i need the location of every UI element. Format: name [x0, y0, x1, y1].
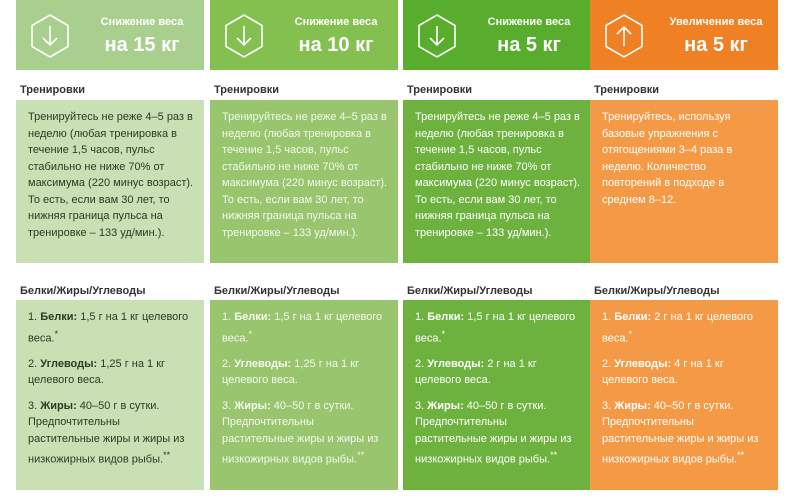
training-text: Тренируйтесь не реже 4–5 раз в неделю (любая тренировка в течение 1,5 часов, пульс стабильно не ниже 70% от максимума (220 минус возраст). То есть, если вам 30 лет, то нижняя граница пульса на тренировке – 133 уд/мин.). [415, 111, 581, 239]
training-text: Тренируйтесь, используя базовые упражнения с отягощениями 3–4 раза в неделю. Количество повторений в подходе в среднем 8–12. [602, 111, 733, 206]
header-title: Снижение веса [294, 16, 378, 28]
training-box [403, 100, 591, 263]
training-box [210, 100, 398, 263]
header-value: на 5 кг [497, 34, 561, 56]
bju-box [210, 300, 398, 490]
bju-box [590, 300, 778, 490]
training-box [590, 100, 778, 263]
bju-item-fats: 3. Жиры: 40–50 г в сутки. Предпочтительны растительные жиры и жиры из низкожирных видов рыбы.** [222, 399, 379, 466]
bju-item-carbs: 2. Углеводы: 2 г на 1 кг целевого веса. [415, 357, 537, 387]
training-label: Тренировки [407, 84, 473, 96]
bju-box [403, 300, 591, 490]
training-text: Тренируйтесь не реже 4–5 раз в неделю (любая тренировка в течение 1,5 часов, пульс стабильно не ниже 70% от максимума (220 минус возраст). То есть, если вам 30 лет, то нижняя граница пульса на тренировке – 133 уд/мин.). [222, 111, 388, 239]
bju-label: Белки/Жиры/Углеводы [594, 285, 720, 297]
arrow-down-icon [30, 14, 70, 58]
bju-item-carbs: 2. Углеводы: 1,25 г на 1 кг целевого веса. [28, 357, 166, 387]
header-title: Снижение веса [487, 16, 571, 28]
arrow-down-icon [224, 14, 264, 58]
bju-label: Белки/Жиры/Углеводы [20, 285, 146, 297]
bju-item-protein: 1. Белки: 1,5 г на 1 кг целевого веса.* [415, 311, 576, 345]
column-header [403, 0, 591, 70]
header-title: Снижение веса [100, 16, 184, 28]
training-box [16, 100, 204, 263]
arrow-down-icon [417, 14, 457, 58]
plan-column-4 [590, 0, 778, 466]
bju-label: Белки/Жиры/Углеводы [214, 285, 340, 297]
bju-item-fats: 3. Жиры: 40–50 г в сутки. Предпочтительны растительные жиры и жиры из низкожирных видов рыбы.** [415, 399, 572, 466]
bju-label: Белки/Жиры/Углеводы [407, 285, 533, 297]
training-label: Тренировки [214, 84, 280, 96]
training-label: Тренировки [594, 84, 660, 96]
plan-column-3 [403, 0, 591, 466]
header-value: на 10 кг [298, 34, 374, 56]
bju-item-protein: 1. Белки: 1,5 г на 1 кг целевого веса.* [222, 311, 383, 345]
header-value: на 5 кг [684, 34, 748, 56]
training-text: Тренируйтесь не реже 4–5 раз в неделю (любая тренировка в течение 1,5 часов, пульс стабильно не ниже 70% от максимума (220 минус возраст). То есть, если вам 30 лет, то нижняя граница пульса на тренировке – 133 уд/мин.). [28, 111, 194, 239]
header-title: Увеличение веса [669, 16, 763, 28]
column-header [590, 0, 778, 70]
arrow-up-icon [604, 14, 644, 58]
header-value: на 15 кг [104, 34, 180, 56]
plan-column-1 [16, 0, 204, 466]
bju-item-carbs: 2. Углеводы: 1,25 г на 1 кг целевого веса. [222, 357, 360, 387]
column-header [16, 0, 204, 70]
bju-item-carbs: 2. Углеводы: 4 г на 1 кг целевого веса. [602, 357, 724, 387]
column-header [210, 0, 398, 70]
bju-item-protein: 1. Белки: 1,5 г на 1 кг целевого веса.* [28, 311, 189, 345]
bju-item-fats: 3. Жиры: 40–50 г в сутки. Предпочтительны растительные жиры и жиры из низкожирных видов рыбы.** [602, 399, 759, 466]
bju-item-fats: 3. Жиры: 40–50 г в сутки. Предпочтительны растительные жиры и жиры из низкожирных видов рыбы.** [28, 399, 185, 466]
bju-item-protein: 1. Белки: 2 г на 1 кг целевого веса.* [602, 311, 753, 345]
training-label: Тренировки [20, 84, 86, 96]
bju-box [16, 300, 204, 490]
plan-column-2 [210, 0, 398, 466]
